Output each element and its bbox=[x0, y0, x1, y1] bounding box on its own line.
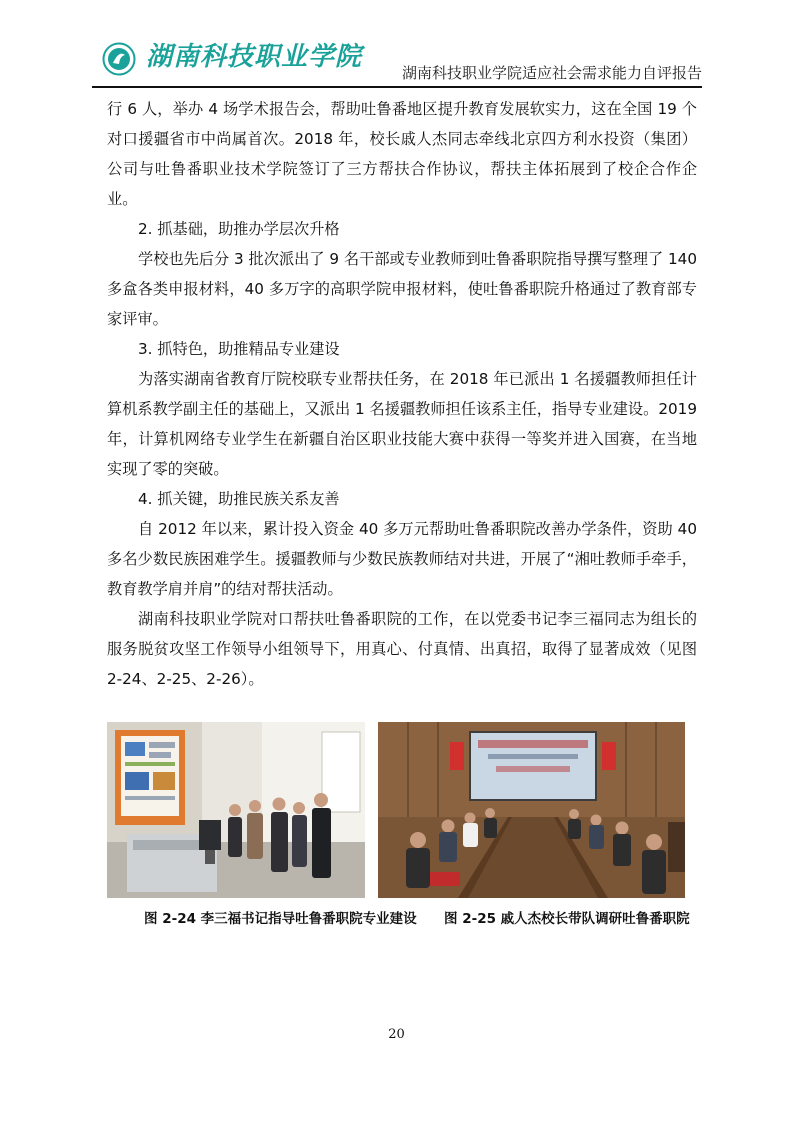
figure-caption: 图 2-24 李三福书记指导吐鲁番职院专业建设 bbox=[144, 911, 417, 927]
school-emblem-icon bbox=[102, 42, 136, 76]
paragraph: 行 6 人，举办 4 场学术报告会，帮助吐鲁番地区提升教育发展软实力，这在全国 19 个对口援疆省市中尚属首次。2018 年，校长戚人杰同志牵线北京四方利水投资（集团）公司与吐鲁番职业技术学院签订了三方帮扶合作协议，帮扶主体拓展到了校企合作企业。 bbox=[107, 100, 697, 208]
header-divider bbox=[92, 86, 702, 88]
report-title: 湖南科技职业学院适应社会需求能力自评报告 bbox=[401, 64, 702, 82]
body-text bbox=[107, 94, 697, 694]
logo-calligraphy: 湖南科技职业学院 bbox=[146, 42, 363, 72]
section-heading: 3. 抓特色，助推精品专业建设 bbox=[138, 340, 340, 358]
paragraph: 湖南科技职业学院对口帮扶吐鲁番职院的工作，在以党委书记李三福同志为组长的服务脱贫攻坚工作领导小组领导下，用真心、付真情、出真招，取得了显著成效（见图 2-24、2-25、2-26）。 bbox=[107, 610, 697, 688]
paragraph: 学校也先后分 3 批次派出了 9 名干部或专业教师到吐鲁番职院指导撰写整理了 140 多盒各类申报材料，40 多万字的高职学院申报材料，使吐鲁番职院升格通过了教育部专家评审。 bbox=[107, 250, 697, 328]
section-heading: 4. 抓关键，助推民族关系友善 bbox=[138, 490, 340, 508]
page-number: 20 bbox=[388, 1027, 405, 1042]
figure-caption: 图 2-25 戚人杰校长带队调研吐鲁番职院 bbox=[444, 911, 690, 927]
paragraph: 自 2012 年以来，累计投入资金 40 多万元帮助吐鲁番职院改善办学条件，资助 40 多名少数民族困难学生。援疆教师与少数民族教师结对共进，开展了“湘吐教师手牵手，教育教学肩并肩”的结对帮扶活动。 bbox=[107, 520, 697, 598]
page-header bbox=[92, 36, 702, 86]
section-heading: 2. 抓基础，助推办学层次升格 bbox=[138, 220, 340, 238]
figure-photo-2-25 bbox=[378, 722, 685, 898]
figure-photo-2-24 bbox=[107, 722, 365, 898]
paragraph: 为落实湖南省教育厅院校联专业帮扶任务，在 2018 年已派出 1 名援疆教师担任计算机系教学副主任的基础上，又派出 1 名援疆教师担任该系主任，指导专业建设。2019 年，计算机网络专业学生在新疆自治区职业技能大赛中获得一等奖并进入国赛，在当地实现了零的突破。 bbox=[107, 370, 697, 478]
